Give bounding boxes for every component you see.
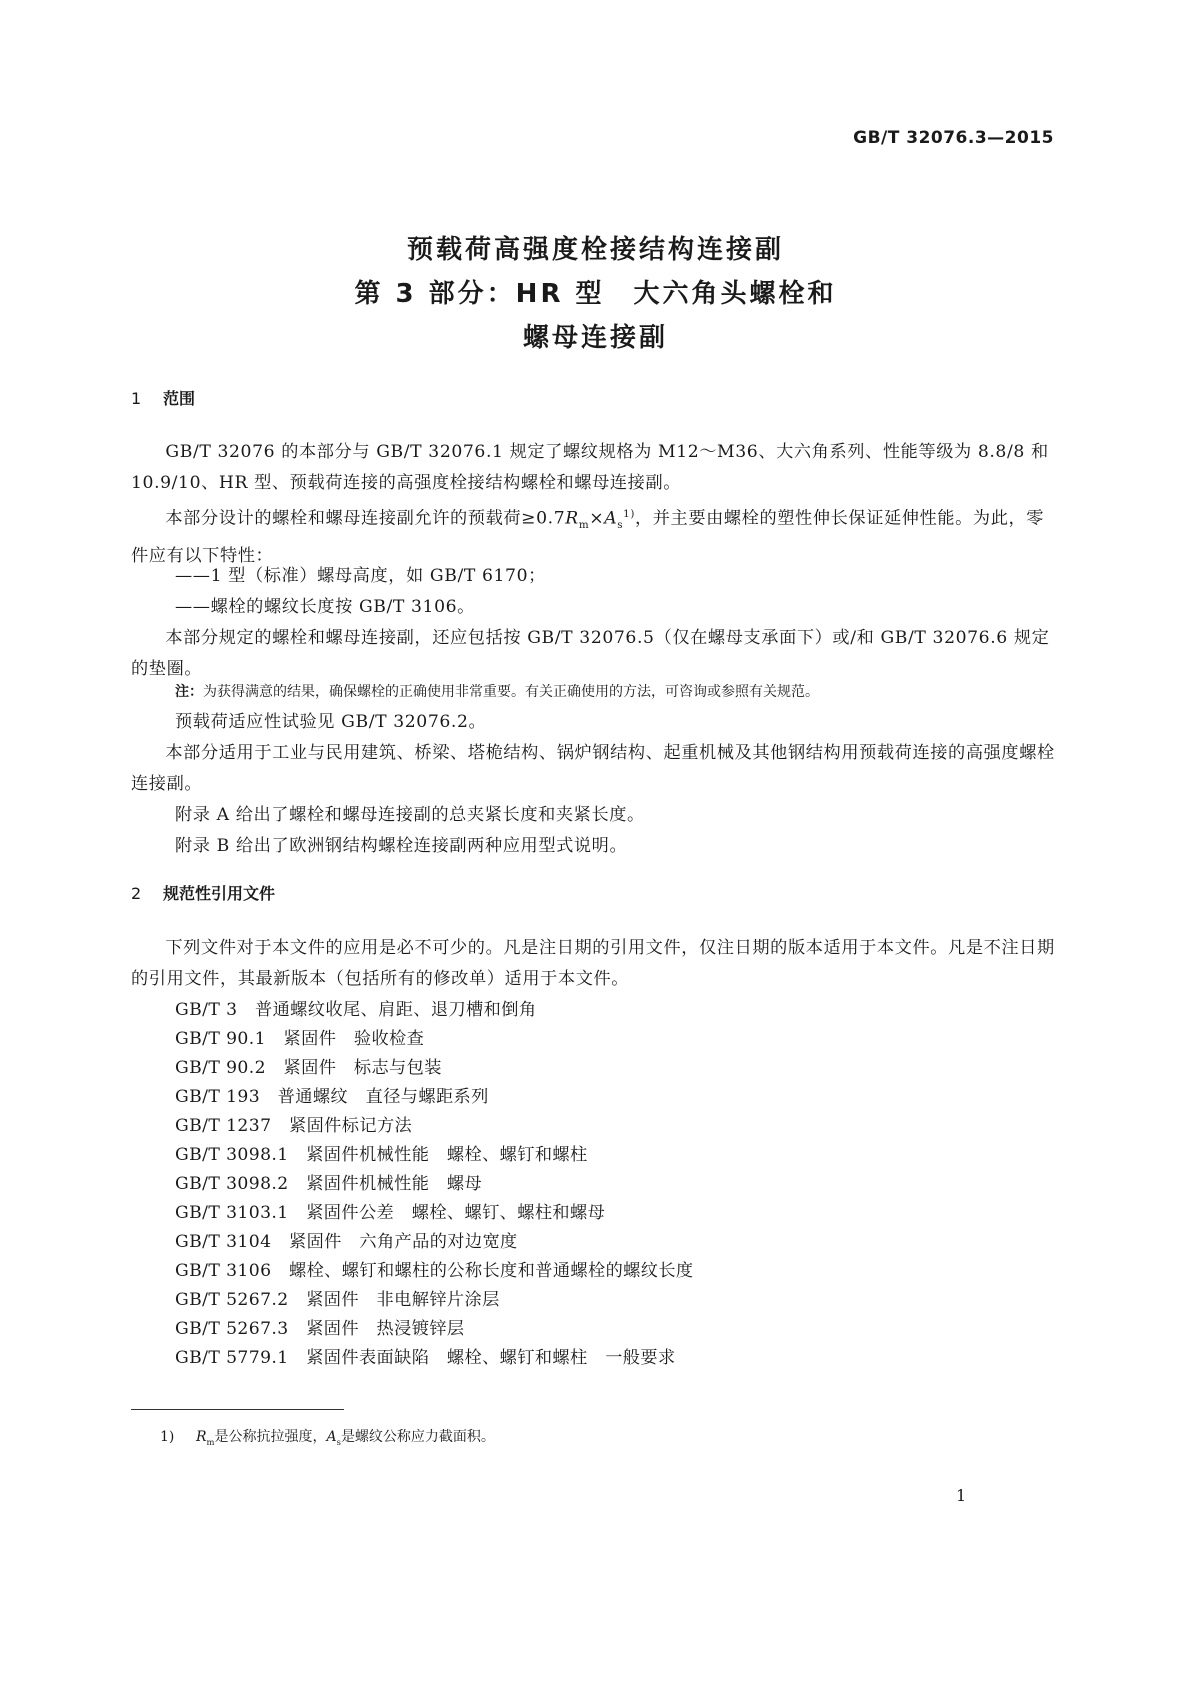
reference-item: GB/T 3104 紧固件 六角产品的对边宽度 xyxy=(175,1232,518,1252)
reference-item: GB/T 3106 螺栓、螺钉和螺柱的公称长度和普通螺栓的螺纹长度 xyxy=(175,1261,694,1281)
reference-item: GB/T 3098.2 紧固件机械性能 螺母 xyxy=(175,1174,483,1194)
reference-item: GB/T 193 普通螺纹 直径与螺距系列 xyxy=(175,1087,489,1107)
footnote xyxy=(160,1426,495,1453)
reference-item: GB/T 3098.1 紧固件机械性能 螺栓、螺钉和螺柱 xyxy=(175,1145,588,1165)
document-title xyxy=(0,228,1191,360)
reference-item: GB/T 1237 紧固件标记方法 xyxy=(175,1116,413,1136)
reference-item: GB/T 90.1 紧固件 验收检查 xyxy=(175,1029,425,1049)
footnote-mark: 1) xyxy=(160,1429,175,1445)
reference-item: GB/T 90.2 紧固件 标志与包装 xyxy=(175,1058,442,1078)
scope-paragraph-5: 本部分适用于工业与民用建筑、桥梁、塔桅结构、锅炉钢结构、起重机械及其他钢结构用预载荷连接的高强度螺栓连接副。 xyxy=(131,743,1055,794)
rm-symbol: R xyxy=(565,508,579,529)
title-line-2: 第 3 部分：HR 型 大六角头螺栓和 xyxy=(354,279,837,309)
dash-item-1: ——1 型（标准）螺母高度，如 GB/T 6170； xyxy=(175,566,546,586)
section-1-heading xyxy=(131,386,195,409)
reference-item: GB/T 3103.1 紧固件公差 螺栓、螺钉、螺柱和螺母 xyxy=(175,1203,606,1223)
reference-item: GB/T 5267.2 紧固件 非电解锌片涂层 xyxy=(175,1290,500,1310)
footnote-rm-symbol: R xyxy=(196,1429,207,1445)
footnote-text-a: 是公称抗拉强度， xyxy=(214,1429,327,1445)
footnote-as-symbol: A xyxy=(326,1429,337,1445)
section-2-title: 规范性引用文件 xyxy=(163,884,276,903)
as-symbol: A xyxy=(604,508,618,529)
reference-item: GB/T 5779.1 紧固件表面缺陷 螺栓、螺钉和螺柱 一般要求 xyxy=(175,1348,676,1368)
page-number: 1 xyxy=(956,1486,967,1505)
times-symbol: × xyxy=(589,508,605,529)
footnote-text-b: 是螺纹公称应力截面积。 xyxy=(340,1429,495,1445)
scope-p2-text-a: 本部分设计的螺栓和螺母连接副允许的预载荷≥0.7 xyxy=(165,508,566,529)
scope-p2-text-b: ，并主要由螺栓的塑性伸长保证延伸性能。为此，零件应有以下特性： xyxy=(131,508,1045,567)
normative-intro-paragraph: 下列文件对于本文件的应用是必不可少的。凡是注日期的引用文件，仅注日期的版本适用于本文件。凡是不注日期的引用文件，其最新版本（包括所有的修改单）适用于本文件。 xyxy=(131,938,1055,989)
scope-paragraph-6: 附录 A 给出了螺栓和螺母连接副的总夹紧长度和夹紧长度。 xyxy=(175,805,645,825)
rm-subscript: m xyxy=(578,519,590,532)
title-line-1: 预载荷高强度栓接结构连接副 xyxy=(406,235,784,265)
section-2-heading xyxy=(131,881,275,904)
footnote-rm-subscript: m xyxy=(206,1436,215,1447)
scope-paragraph-7: 附录 B 给出了欧洲钢结构螺栓连接副两种应用型式说明。 xyxy=(175,836,628,856)
scope-paragraph-4: 预载荷适应性试验见 GB/T 32076.2。 xyxy=(175,712,487,732)
dash-item-2: ——螺栓的螺纹长度按 GB/T 3106。 xyxy=(175,597,475,617)
scope-paragraph-3: 本部分规定的螺栓和螺母连接副，还应包括按 GB/T 32076.5（仅在螺母支承面下）或/和 GB/T 32076.6 规定的垫圈。 xyxy=(131,628,1050,679)
section-2-number: 2 xyxy=(131,884,142,903)
reference-item: GB/T 5267.3 紧固件 热浸镀锌层 xyxy=(175,1319,465,1339)
scope-paragraph-1: GB/T 32076 的本部分与 GB/T 32076.1 规定了螺纹规格为 M12～M36、大六角系列、性能等级为 8.8/8 和 10.9/10、HR 型、预载荷连接的高强度栓接结构螺栓和螺母连接副。 xyxy=(131,442,1049,493)
section-1-number: 1 xyxy=(131,389,142,408)
footnote-separator xyxy=(131,1409,344,1410)
note-label: 注： xyxy=(175,684,203,700)
footnote-as-subscript: s xyxy=(336,1436,341,1447)
reference-item: GB/T 3 普通螺纹收尾、肩距、退刀槽和倒角 xyxy=(175,1000,537,1020)
as-subscript: s xyxy=(617,519,624,532)
footnote-ref-1[interactable]: 1) xyxy=(623,508,635,520)
section-1-title: 范围 xyxy=(163,389,196,408)
note-text: 为获得满意的结果，确保螺栓的正确使用非常重要。有关正确使用的方法，可咨询或参照有关规范。 xyxy=(203,684,819,700)
document-code: GB/T 32076.3—2015 xyxy=(853,128,1054,148)
scope-note xyxy=(175,680,1060,704)
title-line-3: 螺母连接副 xyxy=(522,323,668,353)
